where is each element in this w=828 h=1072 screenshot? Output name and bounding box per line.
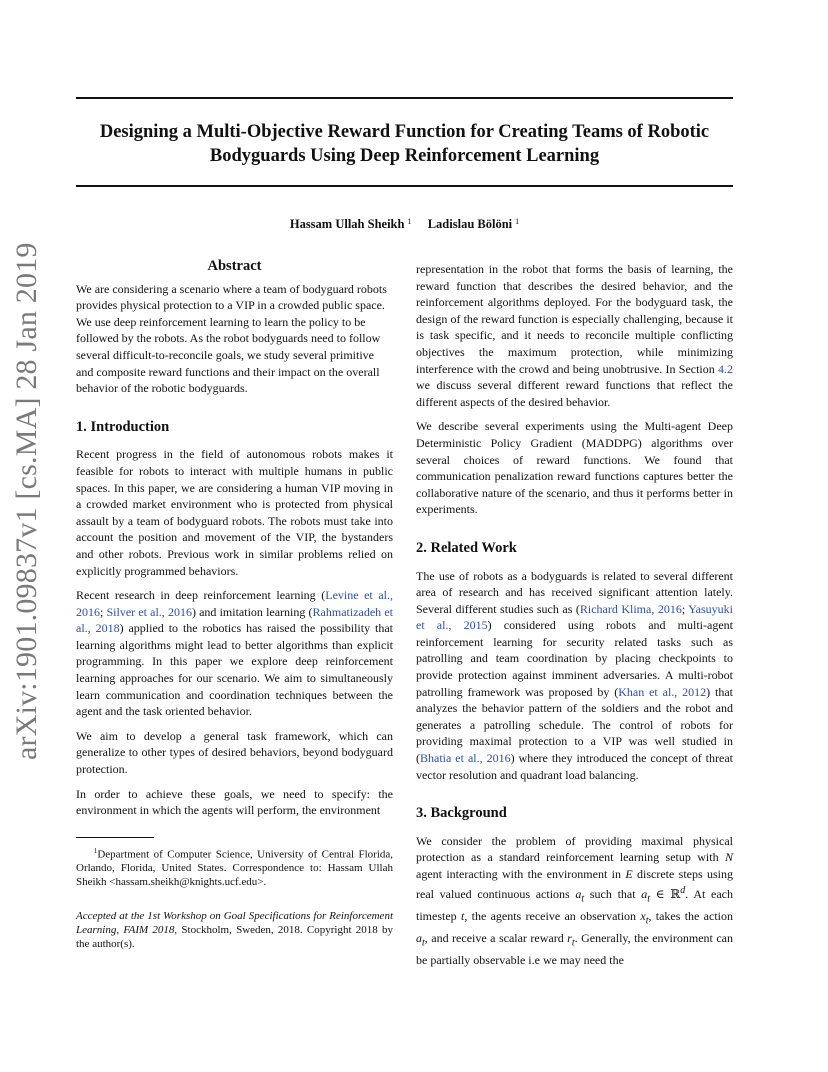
citation-link[interactable]: Levine et al., 2016 — [76, 588, 393, 619]
intro-paragraph-2: Recent research in deep reinforcement learning (Levine et al., 2016; Silver et al., 2016) and imitation learning (Rahmatizadeh et al., 2018) applied to the robotics has raised the possibility that learning algorithms might lead to better algorithms than explicit programming. In this paper we explore deep reinforcement learning approaches for our scenario. We aim to simultaneously learn communication and coordination techniques between the agent and the task oriented behavior. — [76, 588, 393, 719]
right-column — [416, 261, 733, 976]
intro-paragraph-6: We describe several experiments using the Multi-agent Deep Deterministic Policy Gradient (MADDPG) algorithms over several choices of reward functions. We found that communication penalization reward functions captures better the collaborative nature of the scenario, and thus it performs better in experiments. — [416, 419, 733, 517]
citation-link[interactable]: Richard Klima, 2016 — [579, 601, 682, 616]
title-line-1: Designing a Multi-Objective Reward Function for Creating Teams of Robotic — [99, 122, 710, 142]
affiliation-footnote: $^1$Department of Computer Science, University of Central Florida, Orlando, Florida, United States. Correspondence to: Hassam Ullah Sheikh <hassam.sheikh@knights.ucf.edu>. — [76, 846, 394, 889]
abstract-text: We are considering a scenario where a team of bodyguard robots provides physical protection to a VIP in a crowded public space. We use deep reinforcement learning to learn the policy to be followed by the robots. As the robot bodyguards need to follow several difficult-to-reconcile goals, we study several primitive and composite reward functions and their impact on the overall behavior of the robotic bodyguards. — [76, 281, 387, 396]
related-work-paragraph: The use of robots as a bodyguards is related to several different area of research and has received significant attention lately. Several different studies such as (Richard Klima, 2016; Yasuyuki et al., 2015) considered using robots and multi-agent reinforcement learning for security related tasks such as patrolling and team coordination by placing checkpoints to provide protection against imminent adversaries. A multi-robot patrolling framework was proposed by (Khan et al., 2012) that analyzes the behavior pattern of the soldiers and the robot and generates a patrolling schedule. The control of robots for providing maximal protection to a VIP was well studied in (Bhatia et al., 2016) where they introduced the concept of threat vector resolution and quadrant load balancing. — [416, 568, 734, 782]
background-paragraph: We consider the problem of providing maximal physical protection as a standard reinforcement learning setup with N agent interacting with the environment in E discrete steps using real valued continuous actions $a_t$ such that $a_t$ ∈ ℝ$^d$. At each timestep t, the agents receive an observation $x_t$, takes the action $a_t$, and receive a scalar reward $r_t$. Generally, the environment can be partially observable i.e we may need the — [416, 833, 733, 967]
author-affiliation-mark: 1 — [407, 217, 412, 226]
author-name: Ladislau Bölöni — [427, 217, 513, 231]
footnote-mark: 1 — [93, 846, 98, 855]
author-name: Hassam Ullah Sheikh — [289, 217, 405, 231]
citation-link[interactable]: Silver et al., 2016 — [106, 604, 192, 619]
author-list — [76, 217, 733, 232]
citation-link[interactable]: Yasuyuki et al., 2015 — [416, 601, 734, 633]
section-heading-background: 3. Background — [416, 805, 507, 822]
footnote-divider — [76, 837, 154, 838]
section-heading-introduction: 1. Introduction — [76, 418, 170, 435]
section-reference-link[interactable]: 4.2 — [718, 361, 733, 376]
venue-note: Accepted at the 1st Workshop on Goal Specifications for Reinforcement Learning, FAIM 2018, Stockholm, Sweden, 2018. Copyright 2018 by the author(s). — [76, 910, 393, 951]
title-top-rule — [76, 97, 733, 99]
title-bottom-rule — [76, 185, 733, 187]
intro-paragraph-4: In order to achieve these goals, we need to specify: the environment in which the agents will perform, the environment — [76, 786, 393, 818]
arxiv-watermark: arXiv:1901.09837v1 [cs.MA] 28 Jan 2019 — [10, 242, 43, 760]
intro-paragraph-5: representation in the robot that forms the basis of learning, the reward function that describes the desired behavior, and the reinforcement algorithms deployed. For the bodyguard task, the design of the reward function is especially challenging, because it is task specific, and it needs to reconcile multiple conflicting objectives the maximum protection, while minimizing interference with the crowd and being unobtrusive. In Section 4.2 we discuss several different reward functions that reflect the different aspects of the desired behavior. — [416, 262, 733, 409]
citation-link[interactable]: Rahmatizadeh et al., 2018 — [76, 604, 393, 636]
section-heading-related-work: 2. Related Work — [416, 539, 517, 556]
title-line-2: Bodyguards Using Deep Reinforcement Learning — [209, 146, 600, 166]
abstract-heading: Abstract — [207, 258, 262, 274]
citation-link[interactable]: Khan et al., 2012 — [618, 684, 707, 699]
left-column — [76, 258, 393, 951]
paper-title — [76, 120, 733, 168]
intro-paragraph-3: We aim to develop a general task framework, which can generalize to other types of desired behaviors, beyond bodyguard protection. — [76, 728, 393, 777]
author-affiliation-mark: 1 — [515, 217, 520, 226]
citation-link[interactable]: Bhatia et al., 2016 — [420, 751, 511, 766]
intro-paragraph-1: Recent progress in the field of autonomous robots makes it feasible for robots to interact with multiple humans in public spaces. In this paper, we are considering a human VIP moving in a crowded market environment who is protected from physical assault by a team of bodyguard robots. The robots must take into account the position and movement of the VIP, the bystanders and other robots. Previous work in similar problems relied on explicitly programmed behaviors. — [76, 447, 393, 578]
